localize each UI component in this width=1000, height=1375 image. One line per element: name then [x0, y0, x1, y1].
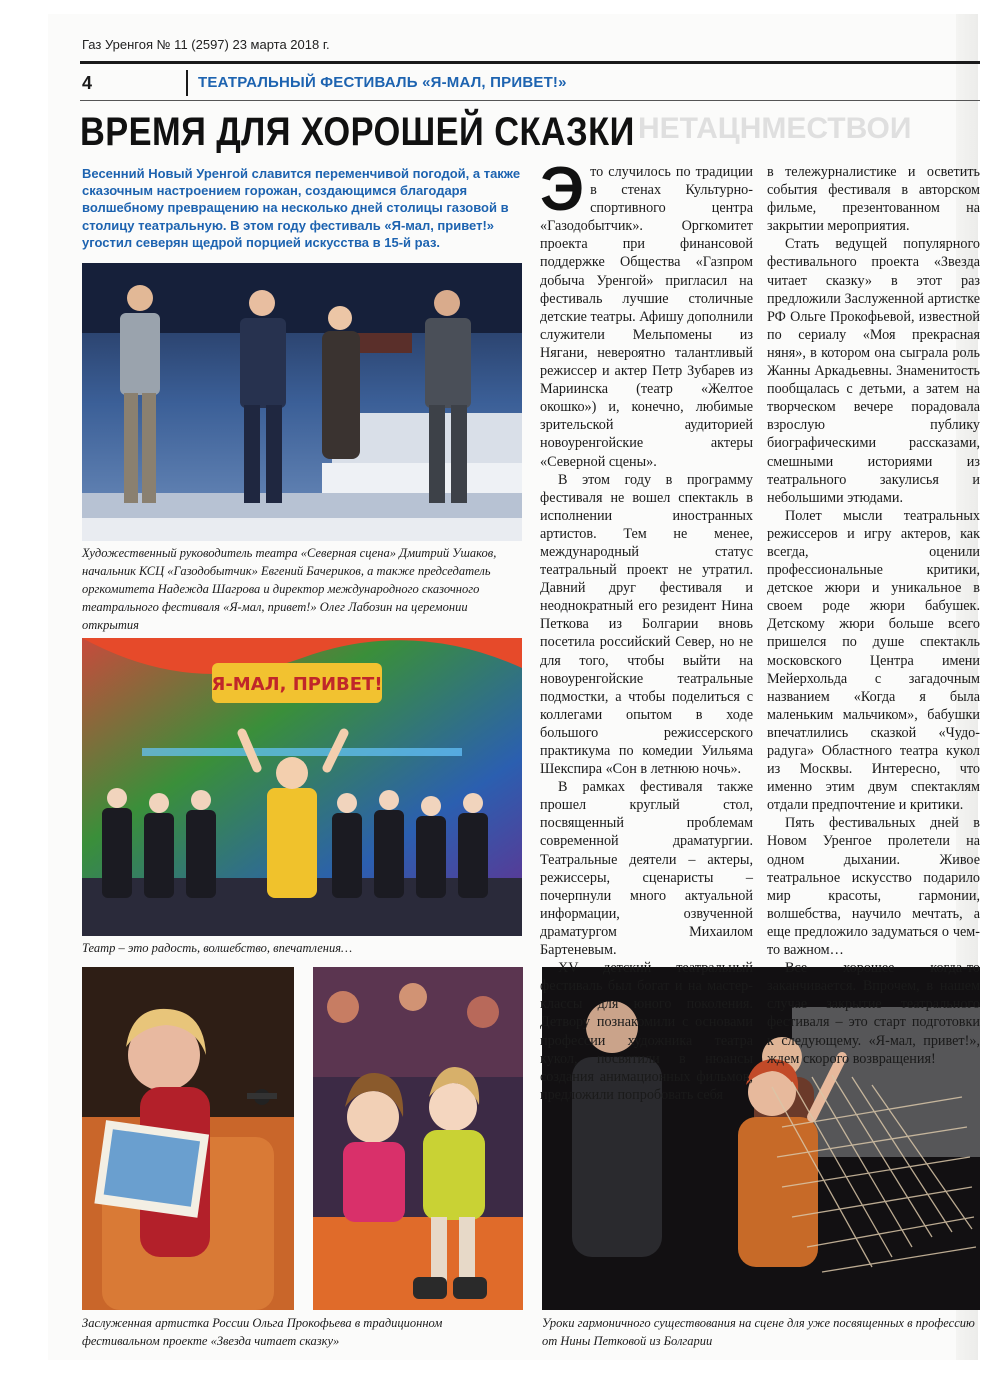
actress-caption: Заслуженная артистка России Ольга Прокофьева в традиционном фестивальном проекте «Звезда читает сказку»: [82, 1316, 443, 1348]
article-paragraph: В этом году в программу фестиваля не вошел спектакль в исполнении иностранных артистов. Тем не менее, международный статус театральный проект не утратил. Давний друг фестиваля и неоднократный его резидент Нина Петкова из Болгарии вновь посетила российский Север, но не для того, чтобы выйти на новоуренгойские театральные подмостки, а чтобы поделиться с коллегами опытом в ходе большого режиссерского практикума по комедии Уильяма Шекспира «Сон в летнюю ночь».: [540, 471, 753, 778]
children-photo: [313, 967, 523, 1310]
article-paragraph: XV детский театральный фестиваль был богат и на мастер-классы для юного поколения. Детвору познакомили с основами профессии художника театра кукол, посвятили в нюансы создания анимационных фильмов, предложили попробовать себя: [540, 960, 753, 1103]
ceremony-caption: Художественный руководитель театра «Северная сцена» Дмитрий Ушаков, начальник КСЦ «Газодобытчик» Евгений Бачериков, а также председатель оргкомитета Надежда Шагрова и директор международного сказочного театрального фестиваля «Я-мал, привет!» Олег Лабозин на церемонии открытия: [82, 546, 497, 632]
section-title: ТЕАТРАЛЬНЫЙ ФЕСТИВАЛЬ «Я-МАЛ, ПРИВЕТ!»: [198, 74, 567, 91]
article-column-3: [767, 163, 980, 1068]
section-rule: [80, 100, 980, 101]
headline: ВРЕМЯ ДЛЯ ХОРОШЕЙ СКАЗКИ: [80, 110, 635, 154]
article-paragraph-text: то случилось по традиции в стенах Культурно-спортивного центра «Газодобытчик». Оргкомитет проекта при финансовой поддержке Общества «Газпром добыча Уренгой» пригласил на фестиваль лучшие столичные детские театры. Афишу дополнили служители Мельпомены из Нягани, невероятно талантливый режиссер и актер Петр Зубарев из Мариинска (театр «Желтое окошко») и, конечно, любимые зрительской аудиторией новоуренгойские актеры «Северной сцены».: [540, 164, 754, 470]
lead-paragraph: Весенний Новый Уренгой славится переменчивой погодой, а также сказочным настроением горожан, создающимся благодаря волшебному превращению на несколько дней столицы газовой в столицу театральную. В этом году фестиваль «Я-мал, привет!» угостил северян щедрой порцией искусства в 15-й раз.: [82, 166, 521, 250]
article-paragraph: Все хорошее когда-то заканчивается. Впрочем, в нашем случае закрытие театрального фестиваля – это старт подготовки к следующему. «Я-мал, привет!», ждем скорого возвращения!: [767, 960, 980, 1067]
top-rule: [80, 61, 980, 64]
article-column-2: [540, 155, 754, 1104]
drop-cap: Э: [540, 155, 585, 224]
article-paragraph: Пять фестивальных дней в Новом Уренгое пролетели на одном дыхании. Живое театральное искусство подарило мир красоты, гармонии, волшебства, научило мечтать, а еще предложило задуматься о чем-то важном…: [767, 815, 980, 959]
stage-photo-image: [82, 638, 522, 936]
net-caption: Уроки гармоничного существования на сцене для уже посвященных в профессию от Нины Петковой из Болгарии: [542, 1316, 975, 1348]
masthead: Газ Уренгоя № 11 (2597) 23 марта 2018 г.: [82, 37, 330, 52]
stage-photo: [82, 638, 522, 936]
festival-banner-text: Я-МАЛ, ПРИВЕТ!: [211, 674, 383, 695]
actress-photo: [82, 967, 294, 1310]
article-paragraph: в тележурналистике и осветить события фестиваля в авторском фильме, презентованном на закрытии мероприятия.: [767, 164, 980, 235]
ceremony-photo-image: [82, 263, 522, 541]
stage-caption: Театр – это радость, волшебство, впечатления…: [82, 941, 353, 955]
article-paragraph: [540, 155, 754, 471]
actress-photo-image: [82, 967, 294, 1310]
page-number: 4: [82, 73, 93, 93]
bleed-through-heading: НЕТАЦНМЕСТВОИ: [638, 112, 912, 145]
article-paragraph: Полет мысли театральных режиссеров и игру актеров, как всегда, оценили профессиональные критики, детское жюри и уникальное в своем роде жюри бабушек. Детскому жюри больше всего пришелся по душе спектакль московского Центра имени Мейерхольда с загадочным названием «Когда я была маленьким мальчиком», бабушки впечатлились сказкой «Чудо-радуга» Областного театра кукол из Москвы. Интересно, что именно этим двум спектаклям отдали предпочтение и критики.: [767, 507, 980, 814]
children-photo-image: [313, 967, 523, 1310]
article-paragraph: В рамках фестиваля также прошел круглый стол, посвященный проблемам современной драматургии. Театральные деятели – актеры, режиссеры, сценаристы – почерпнули много актуальной информации, озвученной драматургом Михаилом Бартеневым.: [540, 779, 753, 959]
ceremony-photo: [82, 263, 522, 541]
article-paragraph: Стать ведущей популярного фестивального проекта «Звезда читает сказку» в этот раз предложили Заслуженной артистке РФ Ольге Прокофьевой, известной по сериалу «Моя прекрасная няня», в котором она сыграла роль Жанны Аркадьевны. Знаменитость пообщалась с детьми, а затем на творческом вечере порадовала взрослую публику биографическими рассказами, смешными историями из театрального закулисья и небольшими этюдами.: [767, 236, 980, 506]
section-separator: [186, 70, 188, 96]
